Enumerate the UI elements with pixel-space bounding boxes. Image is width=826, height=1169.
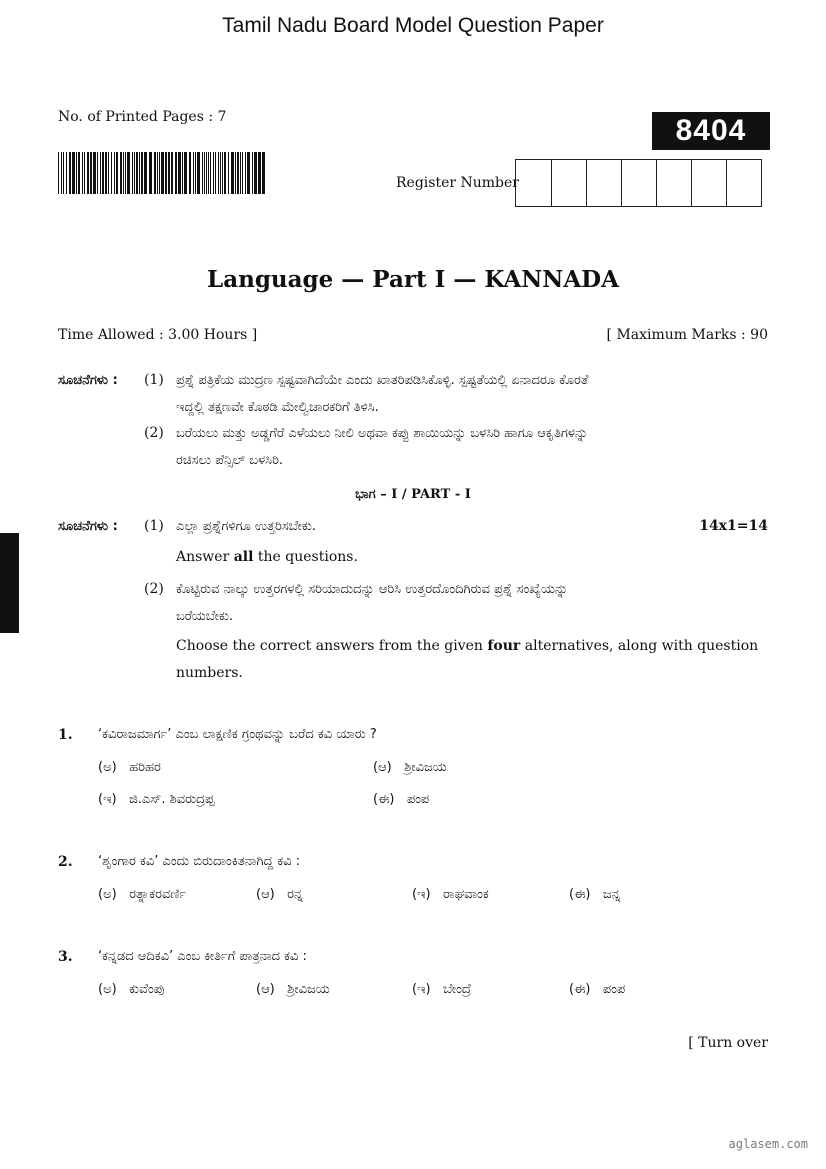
barcode-bar: [220, 152, 221, 194]
option-text: ಶ್ರೀವಿಜಯ: [404, 760, 447, 775]
option-key: (ಆ): [373, 760, 392, 775]
option-key: (ಅ): [98, 760, 117, 775]
barcode-bar: [84, 152, 85, 194]
barcode-bar: [66, 152, 67, 194]
barcode-bar: [161, 152, 164, 194]
page-banner: Tamil Nadu Board Model Question Paper: [222, 14, 604, 37]
barcode-bar: [168, 152, 170, 194]
barcode-bar: [178, 152, 181, 194]
barcode-image: [58, 152, 266, 194]
barcode-bar: [175, 152, 177, 194]
register-number-label: Register Number: [396, 175, 519, 191]
source-watermark: aglasem.com: [728, 1137, 808, 1151]
option-text: ಕುವೆಂಪು: [129, 982, 165, 997]
register-digit-box[interactable]: [656, 160, 691, 206]
barcode-bar: [189, 152, 191, 194]
barcode-bar: [102, 152, 104, 194]
barcode-bar: [154, 152, 156, 194]
barcode-bar: [63, 152, 64, 194]
part-instruction-1-number: (1): [144, 518, 164, 534]
barcode-bar: [93, 152, 96, 194]
barcode-bar: [136, 152, 138, 194]
barcode-bar: [262, 152, 265, 194]
barcode-bar: [108, 152, 109, 194]
option-key: (ಈ): [569, 982, 591, 997]
printed-pages: No. of Printed Pages : 7: [58, 109, 227, 125]
option-text: ಬೇಂದ್ರೆ: [443, 982, 472, 997]
barcode-bar: [258, 152, 261, 194]
barcode-bar: [114, 152, 115, 194]
barcode-bar: [242, 152, 243, 194]
option-key: (ಈ): [373, 792, 395, 807]
barcode-bar: [116, 152, 118, 194]
barcode-bar: [97, 152, 98, 194]
question-1-option-a: [98, 760, 161, 775]
barcode-bar: [72, 152, 75, 194]
part-instruction-2-number: (2): [144, 581, 164, 597]
question-2-option-d: [569, 887, 621, 902]
barcode-bar: [87, 152, 89, 194]
turn-over: [ Turn over: [688, 1035, 768, 1051]
question-1-option-b: [373, 760, 447, 775]
barcode-bar: [157, 152, 158, 194]
option-key: (ಆ): [256, 887, 275, 902]
register-digit-box[interactable]: [726, 160, 761, 206]
question-2-option-c: [412, 887, 489, 902]
option-key: (ಇ): [412, 982, 431, 997]
question-1-text: ‘ಕವಿರಾಜಮಾರ್ಗ’ ಎಂಬ ಲಾಕ್ಷಣಿಕ ಗ್ರಂಥವನ್ನು ಬರೆದ ಕವಿ ಯಾರು ?: [98, 727, 377, 742]
barcode-bar: [78, 152, 80, 194]
part-instruction-1-en-pre: Answer: [176, 549, 234, 565]
option-text: ಶ್ರೀವಿಜಯ: [287, 982, 330, 997]
part-instruction-1-en-bold: all: [233, 549, 254, 565]
barcode-bar: [82, 152, 83, 194]
barcode-bar: [235, 152, 236, 194]
barcode-bar: [149, 152, 152, 194]
instruction-1-line-1: ಪ್ರಶ್ನೆ ಪತ್ರಿಕೆಯ ಮುದ್ರಣ ಸ್ಪಷ್ಟವಾಗಿದೆಯೇ ಎಂದು ಖಾತರಿಪಡಿಸಿಕೊಳ್ಳಿ. ಸ್ಪಷ್ಟತೆಯಲ್ಲಿ ಏನಾದರೂ ಕೊರತೆ: [176, 373, 589, 388]
option-key: (ಈ): [569, 887, 591, 902]
barcode-bar: [193, 152, 194, 194]
part-instruction-2-kn-line-2: ಬರೆಯಬೇಕು.: [176, 609, 233, 624]
barcode-bar: [61, 152, 62, 194]
register-digit-box[interactable]: [551, 160, 586, 206]
instruction-2-line-1: ಬರೆಯಲು ಮತ್ತು ಅಡ್ಡಗೆರೆ ಎಳೆಯಲು ನೀಲಿ ಅಥವಾ ಕಪ್ಪು ಶಾಯಿಯನ್ನು ಬಳಸಿರಿ ಹಾಗೂ ಆಕೃತಿಗಳನ್ನು: [176, 426, 589, 441]
option-text: ರತ್ನಾಕರವರ್ಣಿ: [129, 887, 187, 902]
option-text: ಹರಿಹರ: [129, 760, 161, 775]
barcode-bar: [111, 152, 112, 194]
barcode-bar: [105, 152, 107, 194]
option-text: ರಾಘವಾಂಕ: [443, 887, 489, 902]
barcode-bar: [202, 152, 203, 194]
barcode-bar: [58, 152, 59, 194]
barcode-bar: [254, 152, 257, 194]
barcode-bar: [159, 152, 160, 194]
question-1-option-c: [98, 792, 214, 807]
part-instruction-2-en-bold: four: [487, 638, 521, 654]
register-digit-box[interactable]: [516, 160, 551, 206]
part-instruction-2-kn: [176, 576, 771, 630]
register-number-boxes[interactable]: [515, 159, 762, 207]
instruction-2-text: [176, 420, 771, 474]
register-digit-box[interactable]: [586, 160, 621, 206]
barcode-bar: [141, 152, 143, 194]
barcode-bar: [222, 152, 223, 194]
paper-title: Language — Part I — KANNADA: [207, 266, 619, 293]
barcode-bar: [218, 152, 219, 194]
barcode-bar: [197, 152, 200, 194]
instructions-label: ಸೂಚನೆಗಳು :: [58, 373, 118, 388]
question-1-option-d: [373, 792, 429, 807]
option-key: (ಇ): [412, 887, 431, 902]
part-instruction-1-en: [176, 549, 358, 565]
barcode-bar: [139, 152, 140, 194]
option-key: (ಆ): [256, 982, 275, 997]
instruction-1-line-2: ಇದ್ದಲ್ಲಿ ತಕ್ಷಣವೇ ಕೊಠಡಿ ಮೇಲ್ವಿಚಾರಕರಿಗೆ ತಿಳಿಸಿ.: [176, 400, 379, 415]
option-key: (ಇ): [98, 792, 117, 807]
barcode-bar: [245, 152, 246, 194]
instruction-2-line-2: ರಚಿಸಲು ಪೆನ್ಸಿಲ್ ಬಳಸಿರಿ.: [176, 453, 284, 468]
part-heading: [0, 487, 826, 502]
instruction-2-number: (2): [144, 425, 164, 441]
margin-mark: [0, 533, 19, 633]
part-heading-en: – I / PART - I: [380, 487, 471, 502]
barcode-bar: [204, 152, 205, 194]
time-allowed: Time Allowed : 3.00 Hours ]: [58, 327, 258, 343]
part-instruction-2-kn-line-1: ಕೊಟ್ಟಿರುವ ನಾಲ್ಕು ಉತ್ತರಗಳಲ್ಲಿ ಸರಿಯಾದುದನ್ನು ಆರಿಸಿ ಉತ್ತರದೊಂದಿಗಿರುವ ಪ್ರಶ್ನೆ ಸಂಖ್ಯೆಯನ್ನು: [176, 582, 569, 597]
barcode-bar: [213, 152, 214, 194]
part-heading-kn: ಭಾಗ: [355, 487, 376, 502]
barcode-bar: [123, 152, 124, 194]
instruction-1-number: (1): [144, 372, 164, 388]
part-instruction-2-en-line-1: [176, 633, 771, 660]
option-text: ರನ್ನ: [287, 887, 304, 902]
maximum-marks: [ Maximum Marks : 90: [606, 327, 768, 343]
paper-code: 8404: [652, 112, 770, 150]
question-1-number: 1.: [58, 727, 73, 743]
question-3-text: ‘ಕನ್ನಡದ ಆದಿಕವಿ’ ಎಂಬ ಕೀರ್ತಿಗೆ ಪಾತ್ರನಾದ ಕವಿ :: [98, 949, 307, 964]
barcode-bar: [184, 152, 187, 194]
question-3-option-d: [569, 982, 625, 997]
barcode-bar: [237, 152, 239, 194]
barcode-bar: [208, 152, 209, 194]
barcode-bar: [195, 152, 196, 194]
barcode-bar: [182, 152, 183, 194]
question-2-option-a: [98, 887, 186, 902]
question-2-text: ‘ಶೃಂಗಾರ ಕವಿ’ ಎಂದು ಬಿರುದಾಂಕಿತನಾಗಿದ್ದ ಕವಿ :: [98, 854, 301, 869]
barcode-bar: [215, 152, 216, 194]
part-instruction-2-en-line-2: numbers.: [176, 665, 243, 681]
register-digit-box[interactable]: [621, 160, 656, 206]
instruction-1-text: [176, 367, 771, 421]
barcode-bar: [247, 152, 250, 194]
barcode-bar: [134, 152, 135, 194]
barcode-bar: [252, 152, 253, 194]
question-3-option-c: [412, 982, 471, 997]
option-text: ಪಂಪ: [406, 792, 430, 807]
part-instruction-2-en-post: alternatives, along with question: [520, 638, 759, 654]
option-text: ಜಿ.ಎಸ್. ಶಿವರುದ್ರಪ್ಪ: [129, 792, 215, 807]
barcode-bar: [224, 152, 226, 194]
part-marks: 14x1=14: [699, 518, 768, 534]
question-2-number: 2.: [58, 854, 73, 870]
option-text: ಪಂಪ: [602, 982, 626, 997]
barcode-bar: [125, 152, 126, 194]
question-3-number: 3.: [58, 949, 73, 965]
option-text: ಜನ್ನ: [602, 887, 621, 902]
part-instructions-label: ಸೂಚನೆಗಳು :: [58, 519, 118, 534]
register-digit-box[interactable]: [691, 160, 726, 206]
barcode-bar: [171, 152, 173, 194]
barcode-bar: [76, 152, 77, 194]
barcode-bar: [144, 152, 147, 194]
barcode-bar: [127, 152, 130, 194]
barcode-bar: [120, 152, 122, 194]
barcode-bar: [240, 152, 241, 194]
barcode-bar: [90, 152, 92, 194]
part-instruction-1-kn: ಎಲ್ಲಾ ಪ್ರಶ್ನೆಗಳಿಗೂ ಉತ್ತರಿಸಬೇಕು.: [176, 519, 316, 534]
barcode-bar: [210, 152, 211, 194]
question-2-option-b: [256, 887, 303, 902]
option-key: (ಅ): [98, 982, 117, 997]
barcode-bar: [165, 152, 167, 194]
question-3-option-a: [98, 982, 164, 997]
option-key: (ಅ): [98, 887, 117, 902]
barcode-bar: [132, 152, 133, 194]
part-instruction-2-en: [176, 633, 771, 687]
barcode-bar: [228, 152, 229, 194]
barcode-bar: [100, 152, 101, 194]
question-3-option-b: [256, 982, 330, 997]
barcode-bar: [206, 152, 207, 194]
part-instruction-2-en-pre: Choose the correct answers from the given: [176, 638, 488, 654]
barcode-bar: [231, 152, 234, 194]
part-instruction-1-en-post: the questions.: [253, 549, 358, 565]
barcode-bar: [69, 152, 71, 194]
